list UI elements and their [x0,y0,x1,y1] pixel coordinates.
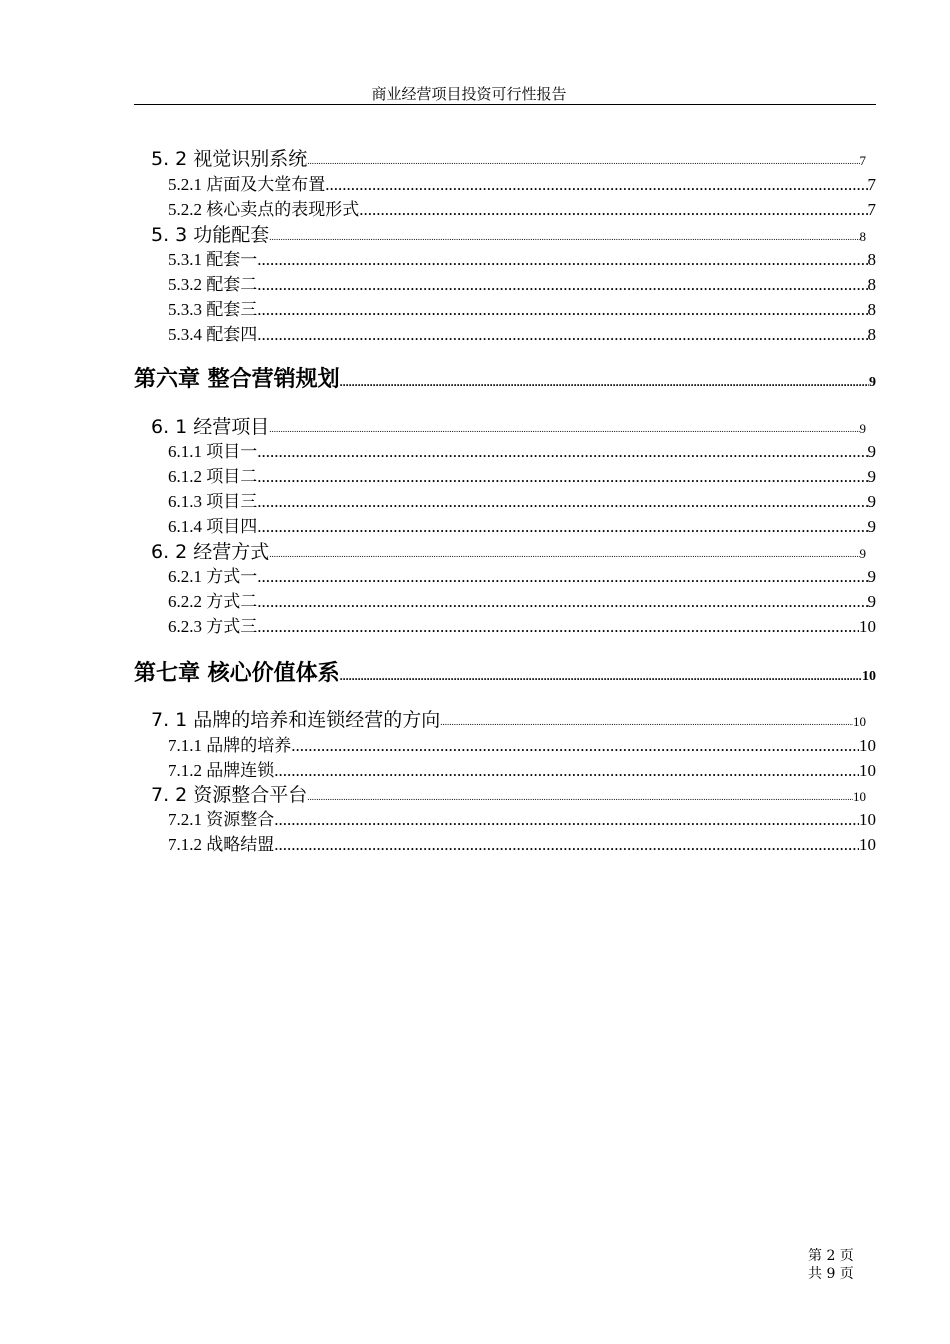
toc-dot-leader [340,375,869,389]
toc-dot-leader [340,669,862,683]
toc-dot-leader [307,791,853,803]
toc-subsection-entry[interactable] [168,174,876,196]
toc-subsection-entry[interactable] [168,834,876,856]
toc-dot-leader [291,735,859,757]
toc-entry-title: 第六章 整合营销规划 [134,367,340,392]
toc-entry-page-number: 10 [862,669,876,684]
toc-subsection-entry[interactable] [168,274,876,296]
toc-dot-leader [274,834,859,856]
toc-entry-title: 7.2.1 资源整合 [168,810,275,829]
footer-total-pages: 共 9 页 [808,1266,854,1282]
toc-entry-title: 7.1.1 品牌的培养 [168,736,292,755]
toc-dot-leader [269,423,859,435]
page-footer [808,1246,888,1326]
toc-section-entry[interactable] [151,709,866,731]
toc-entry-title: 7.1.2 品牌连锁 [168,761,275,780]
toc-subsection-entry[interactable] [168,324,876,346]
toc-entry-title: 6.2.2 方式二 [168,592,258,611]
toc-entry-title: 5. 3 功能配套 [151,224,270,246]
toc-dot-leader [257,491,867,513]
toc-subsection-entry[interactable] [168,735,876,757]
toc-subsection-entry[interactable] [168,760,876,782]
toc-entry-title: 5.2.2 核心卖点的表现形式 [168,200,360,219]
toc-subsection-entry[interactable] [168,809,876,831]
toc-entry-page-number: 10 [859,736,876,755]
toc-dot-leader [257,591,867,613]
toc-entry-page-number: 9 [867,442,876,461]
toc-entry-title: 5.3.3 配套三 [168,300,258,319]
toc-entry-page-number: 9 [867,517,876,536]
toc-entry-title: 5.2.1 店面及大堂布置 [168,175,326,194]
toc-entry-page-number: 9 [867,592,876,611]
toc-dot-leader [257,466,867,488]
toc-entry-page-number: 8 [867,275,876,294]
toc-subsection-entry[interactable] [168,616,876,638]
toc-dot-leader [274,809,859,831]
footer-page-number: 第 2 页 [808,1248,854,1264]
toc-entry-page-number: 8 [867,300,876,319]
toc-subsection-entry[interactable] [168,466,876,488]
toc-entry-page-number: 9 [867,467,876,486]
toc-section-entry[interactable] [151,416,866,438]
toc-subsection-entry[interactable] [168,299,876,321]
toc-entry-page-number: 9 [867,567,876,586]
toc-chapter-entry[interactable] [134,366,876,394]
toc-dot-leader [257,274,867,296]
toc-entry-page-number: 9 [869,375,876,390]
toc-entry-title: 6.1.4 项目四 [168,517,258,536]
toc-entry-page-number: 10 [853,714,866,729]
toc-entry-title: 6. 1 经营项目 [151,416,270,438]
toc-dot-leader [257,249,867,271]
toc-subsection-entry[interactable] [168,199,876,221]
toc-section-entry[interactable] [151,541,866,563]
toc-entry-page-number: 10 [859,761,876,780]
toc-subsection-entry[interactable] [168,249,876,271]
toc-subsection-entry[interactable] [168,441,876,463]
toc-entry-page-number: 8 [867,250,876,269]
toc-subsection-entry[interactable] [168,591,876,613]
toc-dot-leader [257,299,867,321]
toc-dot-leader [274,760,859,782]
toc-entry-page-number: 9 [859,421,866,436]
toc-entry-title: 5.3.4 配套四 [168,325,258,344]
toc-entry-page-number: 8 [867,325,876,344]
toc-dot-leader [269,548,859,560]
toc-entry-page-number: 10 [859,810,876,829]
toc-entry-title: 6.1.1 项目一 [168,442,258,461]
toc-dot-leader [325,174,867,196]
toc-entry-page-number: 7 [867,200,876,219]
toc-entry-page-number: 9 [859,546,866,561]
toc-entry-page-number: 9 [867,492,876,511]
toc-subsection-entry[interactable] [168,491,876,513]
header-rule [134,104,876,105]
toc-section-entry[interactable] [151,148,866,170]
toc-entry-title: 6.2.1 方式一 [168,567,258,586]
toc-dot-leader [307,155,859,167]
toc-entry-page-number: 8 [859,229,866,244]
toc-entry-page-number: 10 [859,617,876,636]
toc-entry-title: 7. 1 品牌的培养和连锁经营的方向 [151,709,441,731]
toc-entry-title: 7. 2 资源整合平台 [151,784,308,806]
toc-dot-leader [257,566,867,588]
running-header [134,86,876,104]
toc-entry-title: 5.3.1 配套一 [168,250,258,269]
toc-dot-leader [359,199,867,221]
toc-entry-title: 第七章 核心价值体系 [134,661,340,686]
toc-dot-leader [269,231,859,243]
header-title: 商业经营项目投资可行性报告 [371,87,567,103]
toc-entry-page-number: 10 [853,789,866,804]
toc-subsection-entry[interactable] [168,516,876,538]
toc-section-entry[interactable] [151,784,866,806]
toc-dot-leader [257,516,867,538]
toc-chapter-entry[interactable] [134,660,876,688]
toc-dot-leader [257,324,867,346]
toc-section-entry[interactable] [151,224,866,246]
toc-entry-title: 5.3.2 配套二 [168,275,258,294]
toc-entry-page-number: 10 [859,835,876,854]
toc-entry-title: 7.1.2 战略结盟 [168,835,275,854]
toc-entry-title: 5. 2 视觉识别系统 [151,148,308,170]
toc-entry-page-number: 7 [867,175,876,194]
toc-entry-title: 6.2.3 方式三 [168,617,258,636]
toc-entry-title: 6. 2 经营方式 [151,541,270,563]
toc-dot-leader [440,716,853,728]
toc-entry-page-number: 7 [859,153,866,168]
toc-entry-title: 6.1.3 项目三 [168,492,258,511]
toc-subsection-entry[interactable] [168,566,876,588]
toc-dot-leader [257,441,867,463]
toc-entry-title: 6.1.2 项目二 [168,467,258,486]
toc-dot-leader [257,616,859,638]
